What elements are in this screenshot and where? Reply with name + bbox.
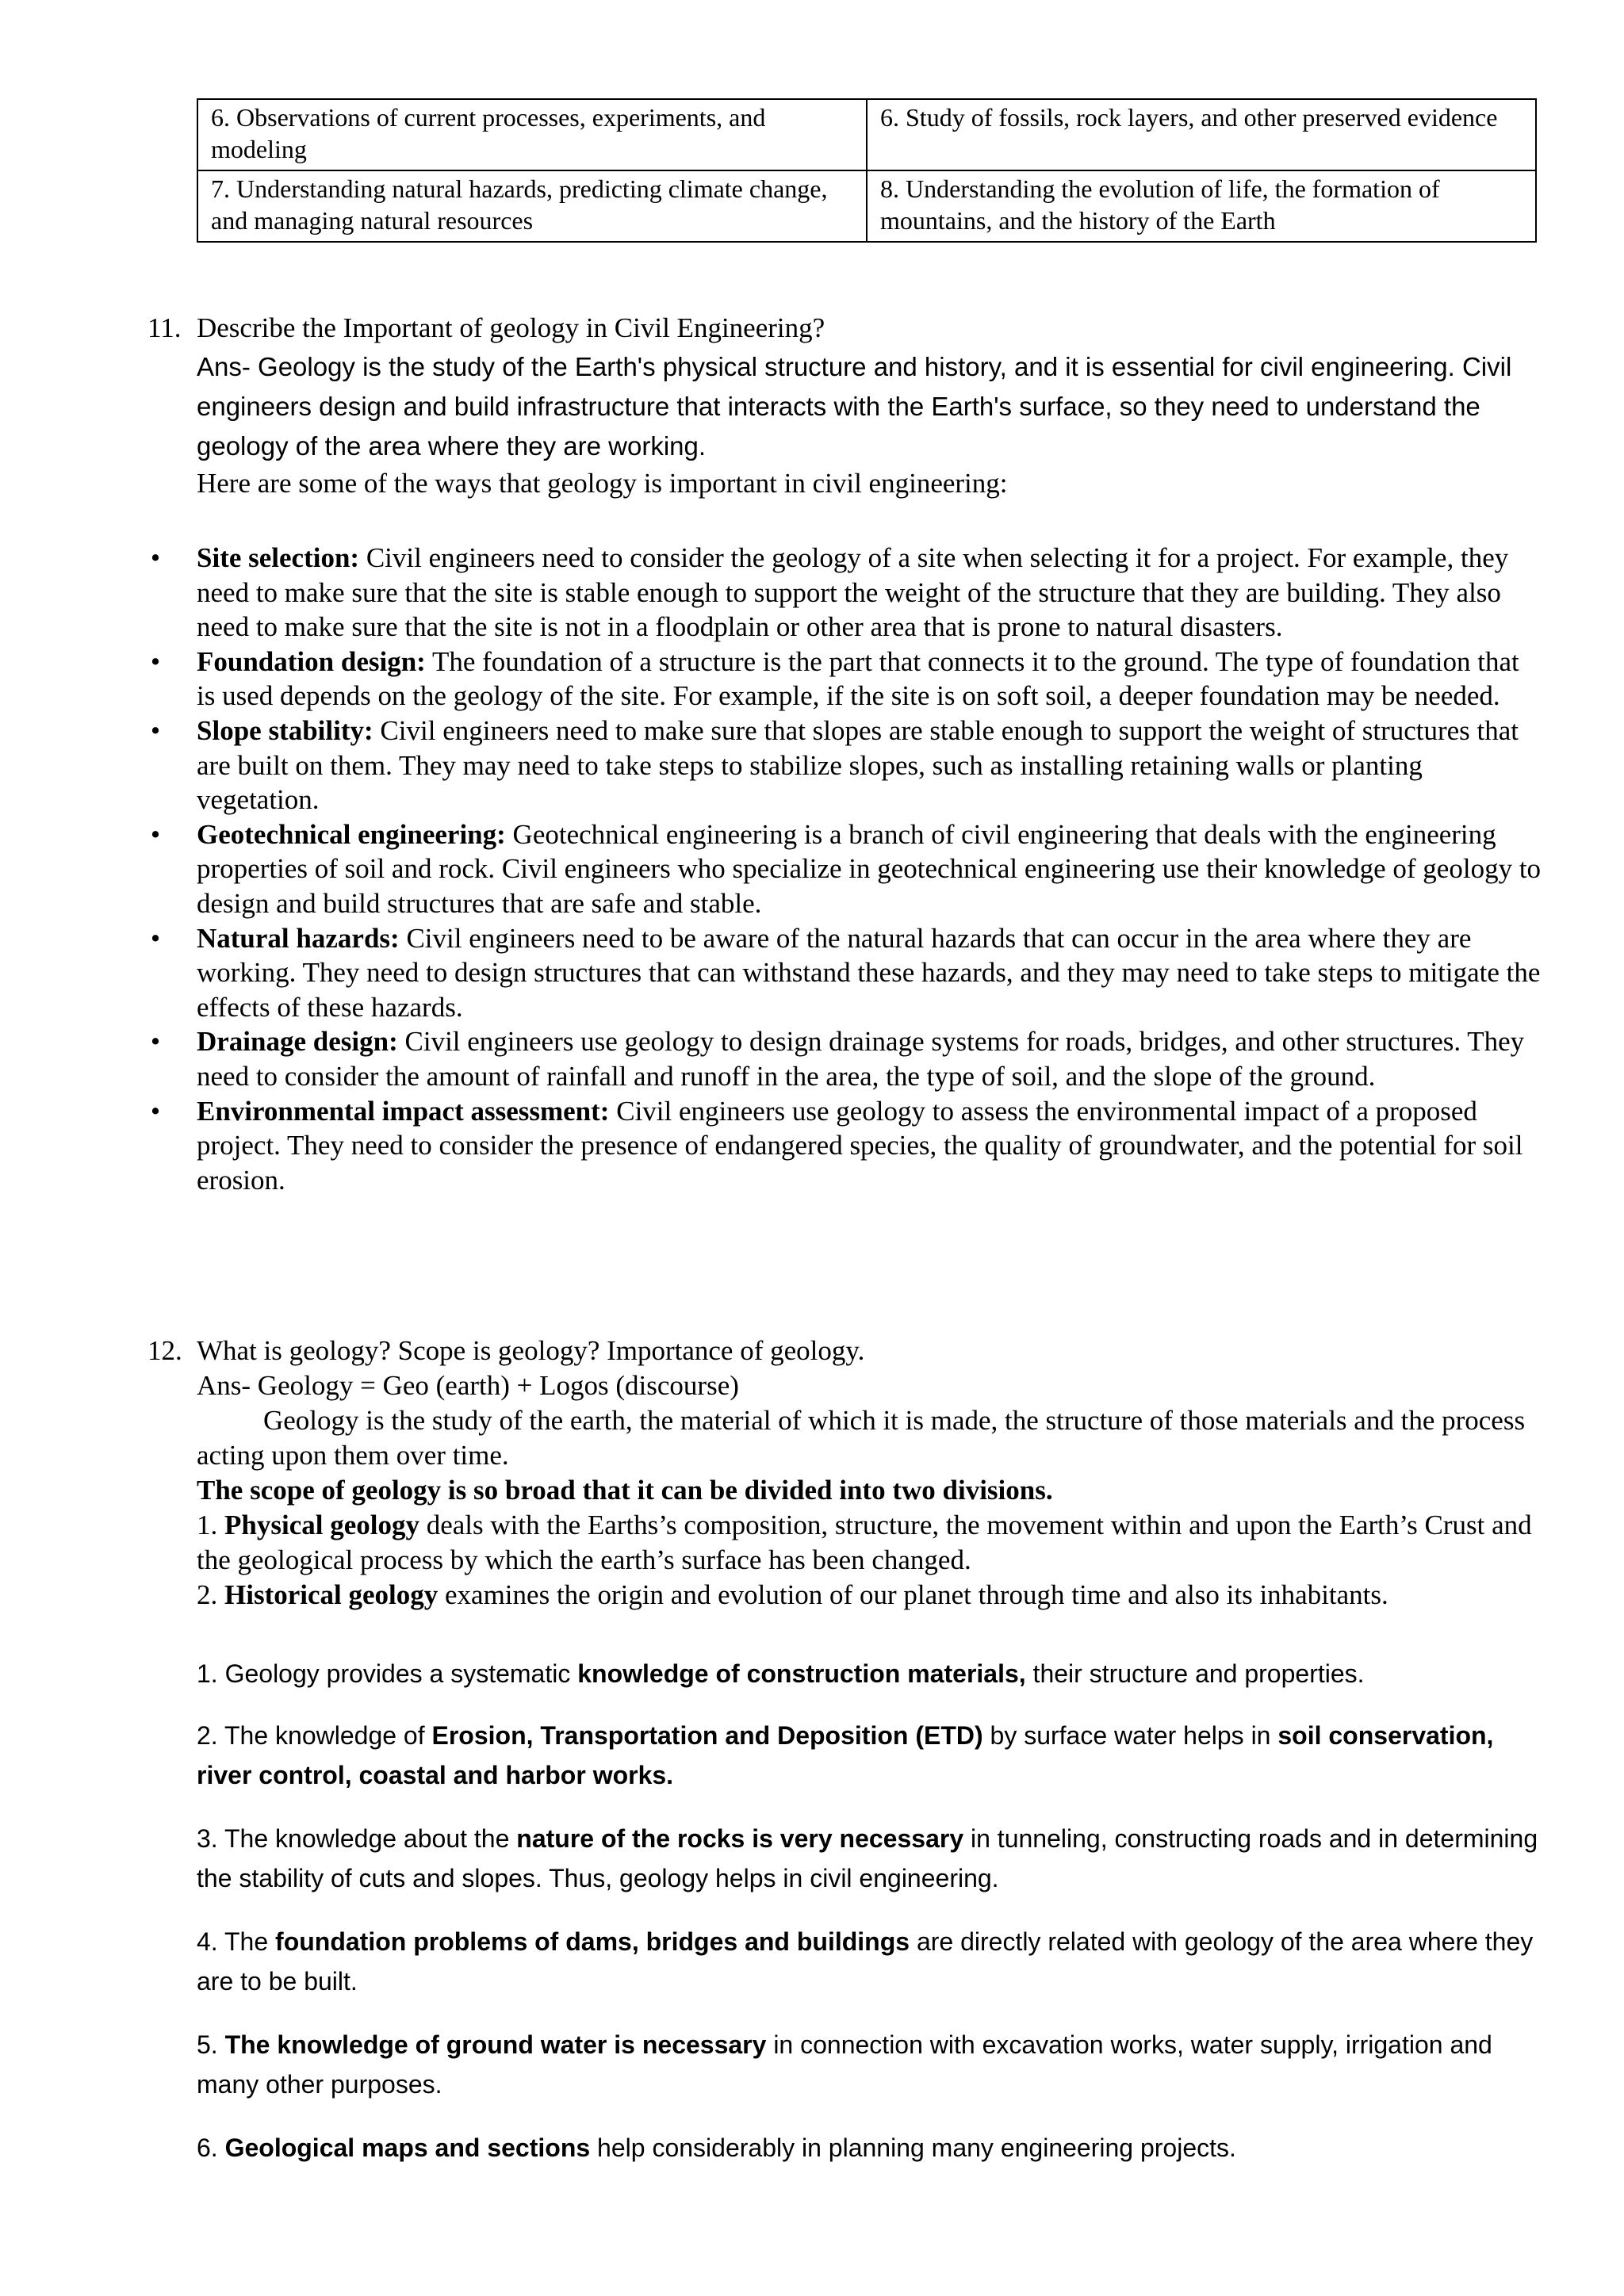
importance-bold: knowledge of construction materials,: [577, 1659, 1026, 1688]
bullet-list: [147, 541, 1543, 1197]
division-prefix: 1.: [197, 1510, 224, 1540]
importance-item-3: [197, 1819, 1545, 1898]
division-1: [197, 1508, 1545, 1578]
list-item: [147, 1094, 1543, 1198]
table-cell: 8. Understanding the evolution of life, the formation of mountains, and the history of the Earth: [867, 170, 1536, 242]
bullet-text: Civil engineers need to be aware of the natural hazards that can occur in the area where they are working. They need to design structures that can withstand these hazards, and they may need to take steps to mitigate the effects of these hazards.: [197, 922, 1541, 1023]
division-text: examines the origin and evolution of our planet through time and also its inhabitants.: [438, 1579, 1388, 1610]
list-item: [147, 541, 1543, 645]
importance-text: in connection with excavation works, water supply, irrigation and many other purposes.: [197, 2030, 1492, 2099]
importance-text: 4. The: [197, 1927, 276, 1956]
bullet-title: Environmental impact assessment:: [197, 1095, 610, 1127]
importance-bold: soil conservation, river control, coastal and harbor works.: [197, 1721, 1494, 1789]
bullet-title: Drainage design:: [197, 1026, 398, 1058]
bullet-text: Civil engineers need to consider the geology of a site when selecting it for a project. For example, they need to make sure that the site is stable enough to support the weight of the structure that they are building. They also need to make sure that the site is not in a floodplain or other area that is prone to natural disasters.: [197, 542, 1509, 643]
division-title: Historical geology: [224, 1579, 439, 1610]
bullet-text: Civil engineers use geology to design drainage systems for roads, bridges, and other structures. They need to consider the amount of rainfall and runoff in the area, the type of soil, and the slope of the ground.: [197, 1026, 1525, 1092]
importance-bold: Erosion, Transportation and Deposition (ETD): [431, 1721, 983, 1750]
importance-bold: nature of the rocks is very necessary: [516, 1824, 964, 1853]
bullet-icon: •: [150, 1095, 161, 1127]
table-row: [197, 99, 1536, 170]
importance-item-2: [197, 1716, 1545, 1795]
division-text: deals with the Earths’s composition, structure, the movement within and upon the Earth’s Crust and the geological process by which the earth’s surface has been changed.: [197, 1510, 1532, 1575]
bullet-title: Foundation design:: [197, 645, 426, 677]
comparison-table: [197, 98, 1537, 243]
bullet-title: Geotechnical engineering:: [197, 818, 506, 850]
list-item: [147, 1024, 1543, 1093]
list-item: [147, 817, 1543, 921]
bullet-title: Natural hazards:: [197, 922, 400, 954]
answer-text: Ans- Geology is the study of the Earth's physical structure and history, and it is essential for civil engineering. Civil engineers design and build infrastructure that interacts with the Earth's surface, so they need to understand the geology of the area where they are working.: [197, 352, 1512, 461]
bullet-icon: •: [150, 542, 161, 573]
importance-text: 6.: [197, 2133, 225, 2162]
importance-bold: foundation problems of dams, bridges and buildings: [275, 1927, 910, 1956]
bullet-icon: •: [150, 922, 161, 954]
importance-text: help considerably in planning many engineering projects.: [590, 2133, 1236, 2162]
importance-text: in tunneling, constructing roads and in determining the stability of cuts and slopes. Thus, geology helps in civil engineering.: [197, 1824, 1538, 1892]
question-body: [197, 311, 1545, 501]
list-item: [147, 714, 1543, 817]
table-row: [197, 170, 1536, 242]
answer-text: Ans- Geology = Geo (earth) + Logos (discourse): [197, 1370, 739, 1401]
importance-item-5: [197, 2025, 1545, 2104]
question-text: What is geology? Scope is geology? Importance of geology.: [197, 1335, 865, 1366]
bullet-text: Civil engineers use geology to assess the environmental impact of a proposed project. They need to consider the presence of endangered species, the quality of groundwater, and the potential for soil erosion.: [197, 1095, 1523, 1196]
bullet-text: The foundation of a structure is the part that connects it to the ground. The type of foundation that is used depends on the geology of the site. For example, if the site is on soft soil, a deeper foundation may be needed.: [197, 645, 1519, 712]
importance-text: are directly related with geology of the area where they are to be built.: [197, 1927, 1534, 1996]
question-text: Describe the Important of geology in Civil Engineering?: [197, 312, 825, 343]
division-title: Physical geology: [224, 1510, 419, 1540]
importance-item-4: [197, 1922, 1545, 2001]
division-2: [197, 1578, 1545, 1613]
importance-item-6: [197, 2128, 1545, 2168]
bullet-text: Civil engineers need to make sure that slopes are stable enough to support the weight of structures that are built on them. They may need to take steps to stabilize slopes, such as installing retaining walls or planting vegetation.: [197, 714, 1519, 816]
definition-text: Geology is the study of the earth, the material of which it is made, the structure of those materials and the process acting upon them over time.: [197, 1405, 1526, 1471]
importance-text: 2. The knowledge of: [197, 1721, 432, 1750]
question-number: 11.: [147, 312, 182, 343]
scope-heading: The scope of geology is so broad that it can be divided into two divisions.: [197, 1475, 1053, 1506]
bullet-icon: •: [150, 714, 161, 746]
bullet-icon: •: [150, 645, 161, 677]
bullet-icon: •: [150, 1026, 161, 1058]
importance-text: their structure and properties.: [1025, 1659, 1365, 1688]
list-item: [147, 921, 1543, 1025]
table-cell: 6. Observations of current processes, experiments, and modeling: [197, 99, 867, 170]
importance-item-1: [197, 1654, 1545, 1693]
table-cell: 6. Study of fossils, rock layers, and other preserved evidence: [867, 99, 1536, 170]
question-number: 12.: [147, 1335, 182, 1366]
importance-bold: The knowledge of ground water is necessary: [224, 2030, 767, 2059]
bullet-icon: •: [150, 818, 161, 850]
importance-text: 3. The knowledge about the: [197, 1824, 517, 1853]
question-body: [197, 1334, 1545, 1613]
list-item: [147, 645, 1543, 714]
importance-text: 5.: [197, 2030, 225, 2059]
bullet-title: Site selection:: [197, 542, 360, 573]
table-cell: 7. Understanding natural hazards, predicting climate change, and managing natural resources: [197, 170, 867, 242]
division-prefix: 2.: [197, 1579, 224, 1610]
importance-text: by surface water helps in: [982, 1721, 1278, 1750]
importance-text: 1. Geology provides a systematic: [197, 1659, 578, 1688]
bullet-text: Geotechnical engineering is a branch of civil engineering that deals with the engineering properties of soil and rock. Civil engineers who specialize in geotechnical engineering use their knowledge of geology to design and build structures that are safe and stable.: [197, 818, 1542, 919]
bullet-title: Slope stability:: [197, 714, 373, 746]
importance-bold: Geological maps and sections: [224, 2133, 591, 2162]
answer-intro: Here are some of the ways that geology is important in civil engineering:: [197, 468, 1008, 499]
